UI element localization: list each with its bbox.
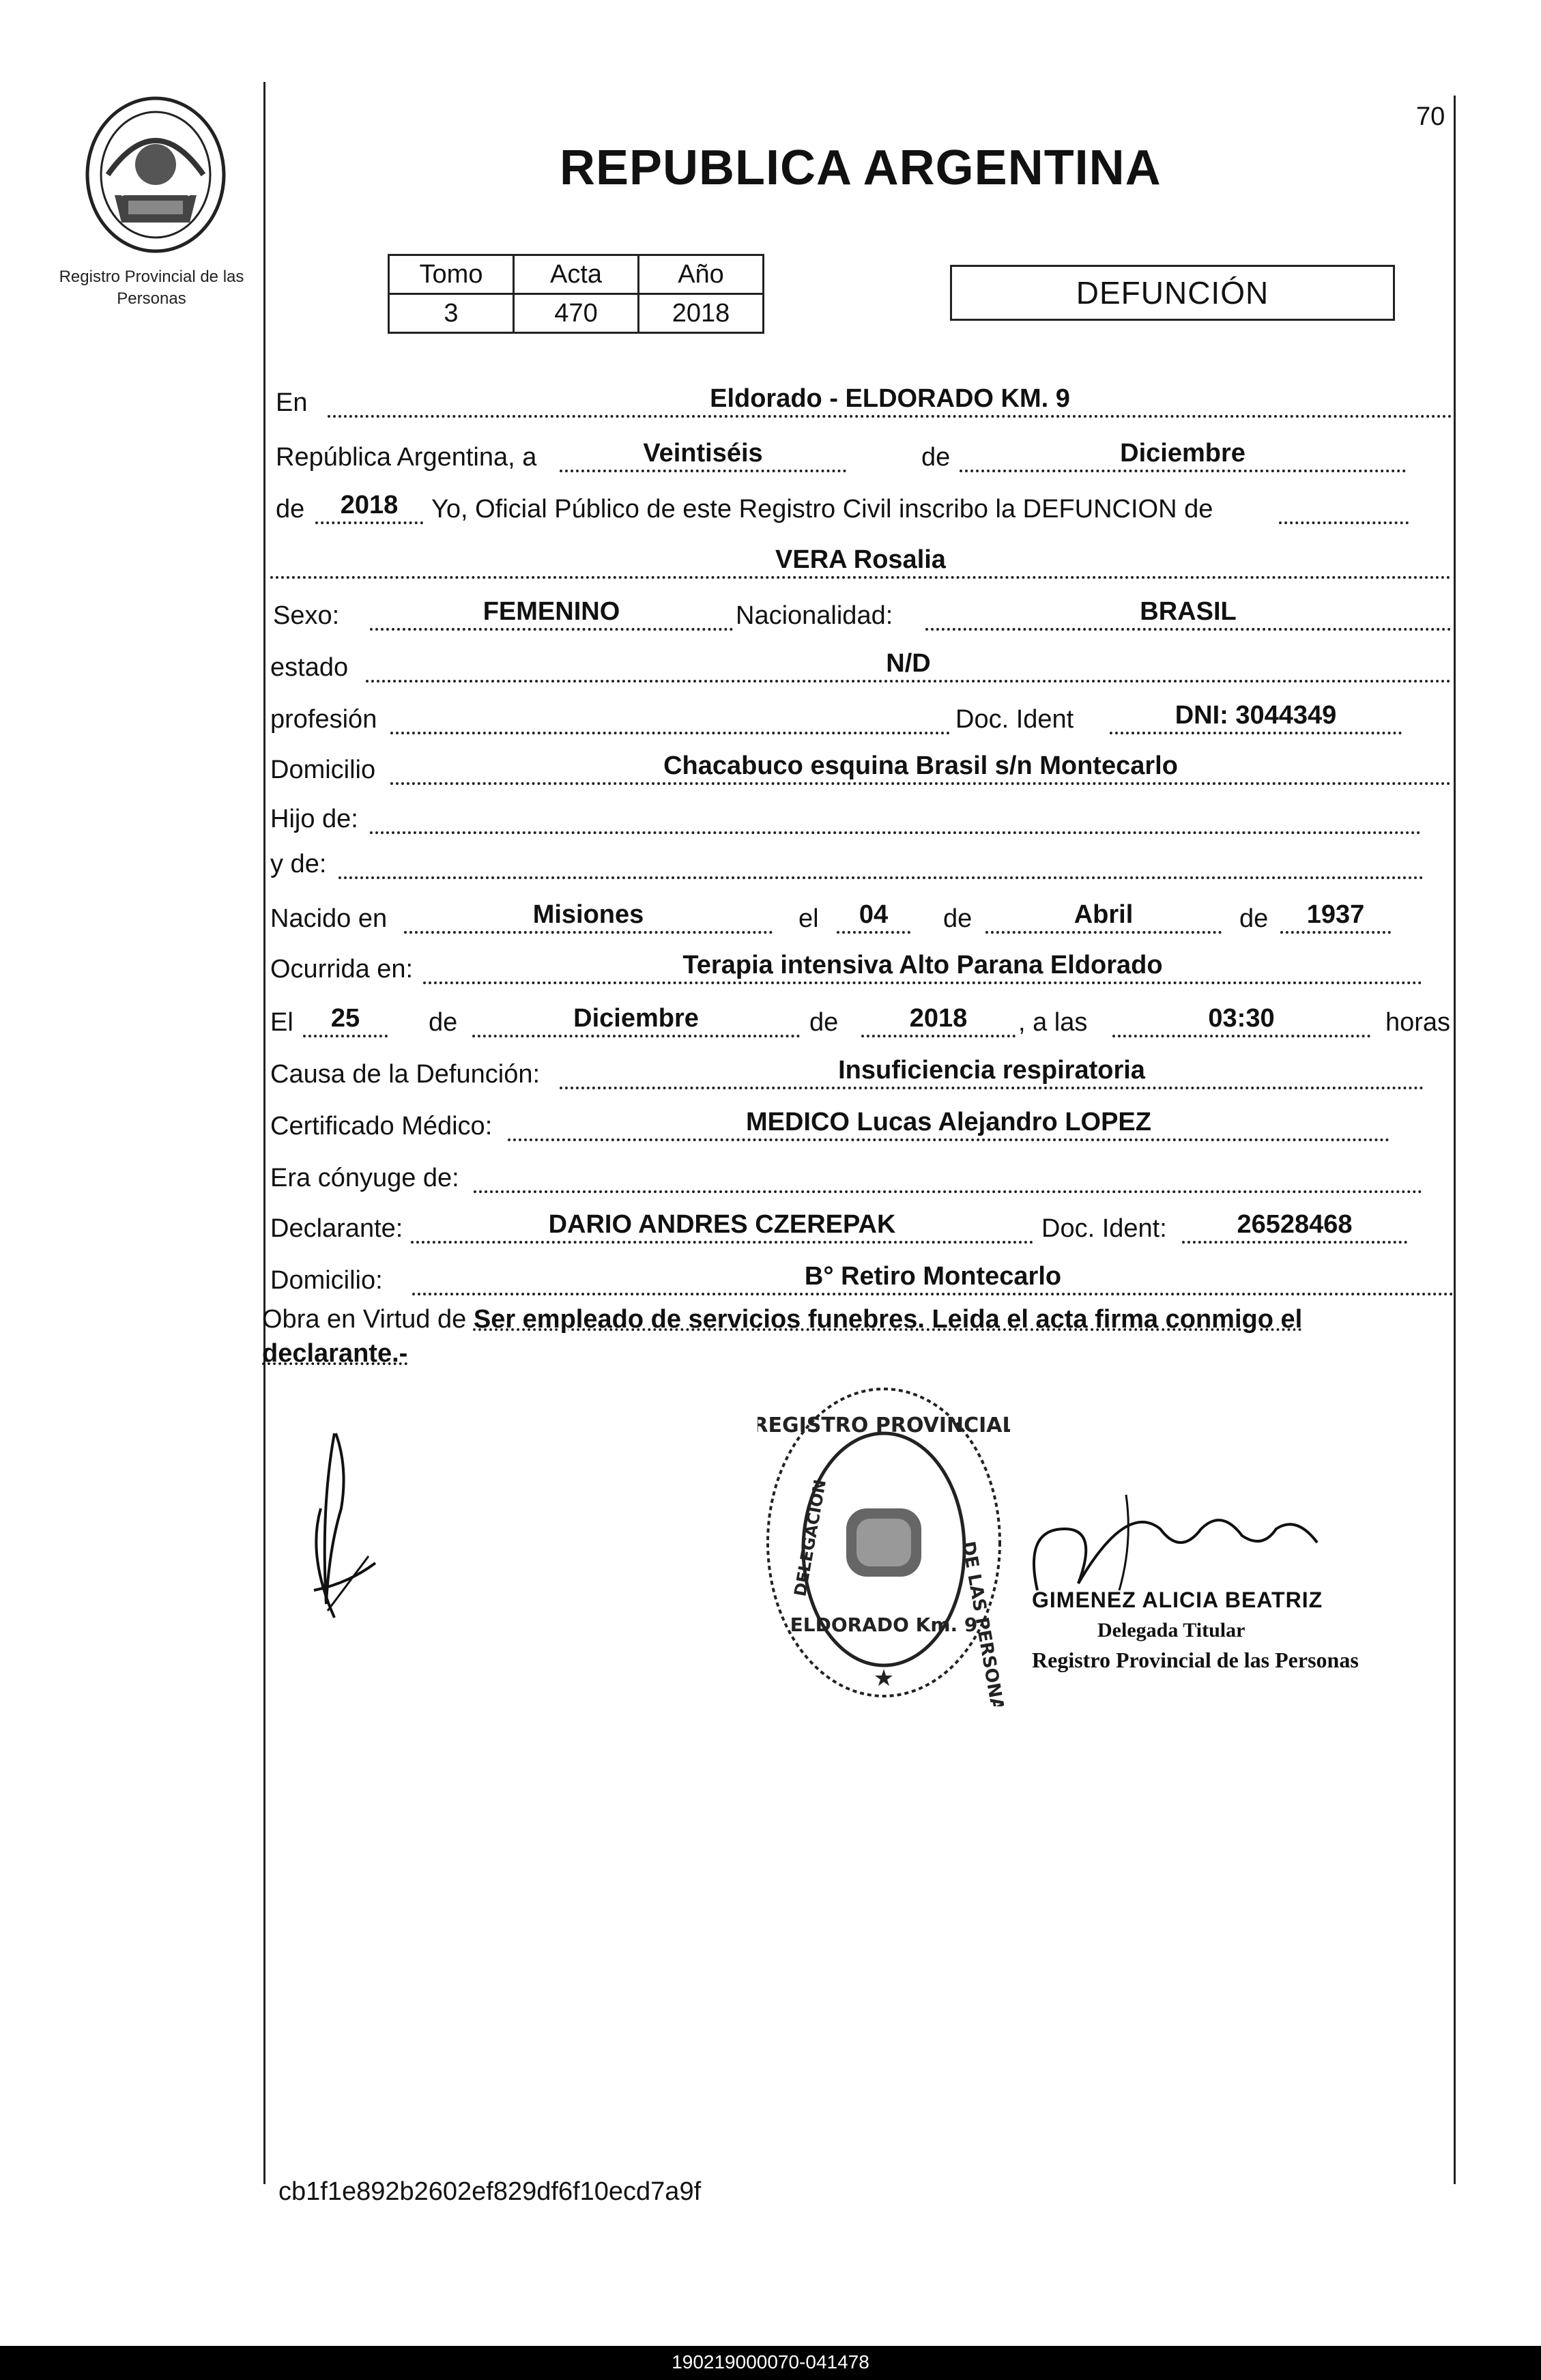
conyuge-label: Era cónyuge de: <box>270 1164 459 1192</box>
ocurrida-label: Ocurrida en: <box>270 955 414 984</box>
document-type-box: DEFUNCIÓN <box>950 265 1395 321</box>
death-place-field: Terapia intensiva Alto Parana Eldorado <box>423 949 1422 984</box>
hijo-label: Hijo de: <box>270 805 358 833</box>
domicilio-label: Domicilio <box>270 756 376 784</box>
row-name <box>270 543 1445 584</box>
registrar-name: GIMENEZ ALICIA BEATRIZ <box>1032 1588 1323 1612</box>
row-year <box>270 489 1445 530</box>
de-label: de <box>429 1008 458 1037</box>
row-en <box>270 382 1445 423</box>
row-yde <box>270 844 1445 885</box>
row-profesion <box>270 699 1445 740</box>
doc-ident-label: Doc. Ident <box>955 705 1074 734</box>
de-label: de <box>276 495 305 524</box>
left-border-line <box>263 82 265 2184</box>
nationality-field: BRASIL <box>925 595 1451 631</box>
footer-bar <box>0 2346 1541 2380</box>
province-emblem-logo <box>81 93 231 257</box>
row-domicilio <box>270 749 1445 790</box>
registrar-organization: Registro Provincial de las Personas <box>1032 1648 1359 1672</box>
official-stamp <box>758 1379 1010 1706</box>
row-ocurrida <box>270 949 1445 990</box>
profesion-label: profesión <box>270 705 377 734</box>
officer-statement: Yo, Oficial Público de este Registro Civil inscribo la DEFUNCION de <box>431 495 1213 524</box>
tomo-value: 3 <box>389 294 514 333</box>
declarante-label: Declarante: <box>270 1214 403 1243</box>
declarant-address-field: B° Retiro Montecarlo <box>412 1260 1454 1295</box>
day-field: Veintiséis <box>560 437 846 472</box>
tomo-header: Tomo <box>389 255 514 294</box>
row-sex-nationality <box>270 595 1445 636</box>
address-field: Chacabuco esquina Brasil s/n Montecarlo <box>390 749 1451 785</box>
declarant-name-field: DARIO ANDRES CZEREPAK <box>411 1208 1033 1244</box>
registry-name: Registro Provincial de las Personas <box>59 268 244 308</box>
registrar-signature <box>1024 1488 1338 1597</box>
svg-text:DE LAS PERSONAS: DE LAS PERSONAS <box>957 1540 1010 1706</box>
birth-day-field: 04 <box>837 898 910 934</box>
horas-label: horas <box>1385 1008 1451 1037</box>
domicilio2-label: Domicilio: <box>270 1266 383 1295</box>
spouse-field <box>474 1158 1422 1193</box>
row-hijo <box>270 799 1445 840</box>
estado-label: estado <box>270 653 349 682</box>
month-field: Diciembre <box>960 437 1406 472</box>
document-id-field: DNI: 3044349 <box>1110 699 1402 734</box>
volume-table <box>388 254 764 334</box>
de-label: de <box>921 443 951 472</box>
row-conyuge <box>270 1158 1445 1199</box>
marital-status-field: N/D <box>366 647 1451 683</box>
row-declarante <box>270 1208 1445 1249</box>
de-label: de <box>1239 904 1269 933</box>
mother-field <box>339 844 1424 879</box>
causa-label: Causa de la Defunción: <box>270 1060 541 1089</box>
row-domicilio-declarante <box>270 1260 1445 1301</box>
anio-header: Año <box>639 255 764 294</box>
father-field <box>370 799 1421 834</box>
svg-text:ELDORADO Km. 9: ELDORADO Km. 9 <box>790 1614 978 1636</box>
medical-certificate-field: MEDICO Lucas Alejandro LOPEZ <box>508 1106 1389 1141</box>
republica-label: República Argentina, a <box>276 443 537 472</box>
death-month-field: Diciembre <box>472 1002 800 1037</box>
el-label: el <box>798 904 819 933</box>
row-republica <box>270 437 1445 478</box>
row-certificado <box>270 1106 1445 1147</box>
decl-doc-label: Doc. Ident: <box>1041 1214 1167 1243</box>
death-day-field: 25 <box>303 1002 388 1037</box>
anio-value: 2018 <box>639 294 764 333</box>
row-nacido <box>270 898 1445 939</box>
svg-text:★: ★ <box>873 1665 895 1691</box>
stamp-ring-text: REGISTRO PROVINCIAL <box>758 1414 1010 1437</box>
birthplace-field: Misiones <box>404 898 773 934</box>
birth-year-field: 1937 <box>1280 898 1391 934</box>
acta-header: Acta <box>514 255 639 294</box>
page-number: 70 <box>1416 102 1445 131</box>
nacionalidad-label: Nacionalidad: <box>736 601 893 630</box>
svg-text:DELEGACION: DELEGACION <box>790 1478 831 1598</box>
nacido-label: Nacido en <box>270 904 388 933</box>
place-field: Eldorado - ELDORADO KM. 9 <box>328 382 1452 418</box>
obra-label: Obra en Virtud de <box>262 1305 467 1334</box>
de-label: de <box>943 904 973 933</box>
death-year-field: 2018 <box>861 1002 1016 1037</box>
obra-value: Ser empleado de servicios funebres. Leida el acta firma conmigo el declarante.- <box>262 1305 1303 1368</box>
row-fecha-defuncion <box>270 1002 1451 1043</box>
row-causa <box>270 1054 1445 1095</box>
birth-month-field: Abril <box>985 898 1222 934</box>
declarant-id-field: 26528468 <box>1182 1208 1407 1244</box>
registrar-role: Delegada Titular <box>1097 1619 1245 1641</box>
document-hash: cb1f1e892b2602ef829df6f10ecd7a9f <box>278 2177 702 2206</box>
profession-field <box>390 699 950 734</box>
de-label: de <box>809 1008 839 1037</box>
sex-field: FEMENINO <box>370 595 733 631</box>
death-time-field: 03:30 <box>1112 1002 1370 1037</box>
en-label: En <box>276 388 308 417</box>
row-estado <box>270 647 1445 688</box>
year-field: 2018 <box>315 489 423 524</box>
declarant-signature <box>293 1426 396 1631</box>
obra-en-virtud <box>262 1302 1436 1371</box>
right-border-line <box>1454 96 1456 2184</box>
page-title: REPUBLICA ARGENTINA <box>560 141 1162 195</box>
cert-label: Certificado Médico: <box>270 1112 493 1141</box>
footer-code: 190219000070-041478 <box>672 2351 869 2372</box>
alas-label: , a las <box>1018 1008 1088 1037</box>
yde-label: y de: <box>270 850 327 878</box>
deceased-name-field: VERA Rosalia <box>270 543 1451 579</box>
el-cap-label: El <box>270 1008 293 1037</box>
sexo-label: Sexo: <box>273 601 340 630</box>
statement-blank <box>1279 489 1409 524</box>
acta-value: 470 <box>514 294 639 333</box>
cause-of-death-field: Insuficiencia respiratoria <box>560 1054 1424 1089</box>
